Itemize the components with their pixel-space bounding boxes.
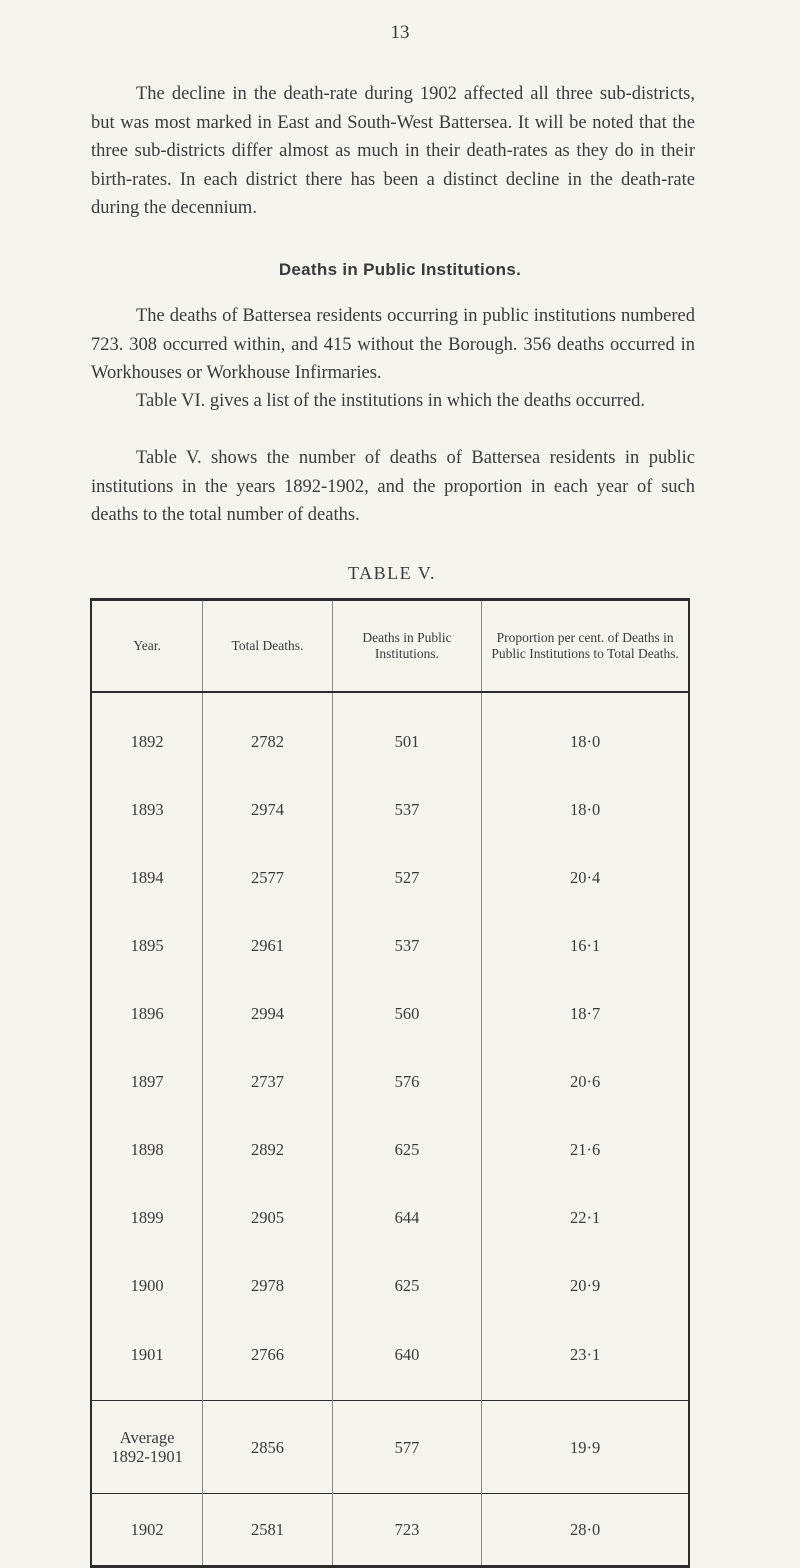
cell-total: 2892 [203, 1116, 333, 1184]
cell-year: 1899 [130, 1207, 164, 1227]
cell-proportion: 21·6 [482, 1116, 689, 1184]
cell-public: 625 [332, 1116, 482, 1184]
cell-public: 537 [332, 912, 482, 980]
section-heading: Deaths in Public Institutions. [278, 260, 522, 279]
cell-proportion: 20·6 [482, 1048, 689, 1116]
table-row [91, 1252, 689, 1320]
table-header-row [91, 600, 689, 693]
cell-average-label [91, 1401, 203, 1494]
paragraph-institution-deaths: The deaths of Battersea residents occurring in public institutions numbered 723. 308 occurred within, and 415 without the Borough. 356 deaths occurred in Workhouses or Workhouse Infirmaries. [91, 306, 695, 383]
cell-proportion: 18·0 [482, 776, 689, 844]
cell-year: 1902 [91, 1494, 203, 1567]
deaths-table [90, 598, 690, 1568]
table-row [91, 1116, 689, 1184]
page-number: 13 [390, 22, 410, 43]
cell-total: 2782 [203, 692, 333, 776]
cell-public: 640 [332, 1320, 482, 1401]
header-public-deaths: Deaths in Public Institutions. [332, 600, 482, 693]
cell-proportion: 23·1 [482, 1320, 689, 1401]
cell-proportion: 22·1 [482, 1184, 689, 1252]
header-year: Year. [91, 600, 203, 693]
cell-total: 2766 [203, 1320, 333, 1401]
table-row [91, 1184, 689, 1252]
cell-public: 625 [332, 1252, 482, 1320]
table-row [91, 844, 689, 912]
table-row [91, 1048, 689, 1116]
paragraph-table-vi: Table VI. gives a list of the institutions in which the deaths occurred. [136, 391, 646, 411]
cell-year: 1894 [130, 867, 164, 887]
cell-proportion: 18·0 [482, 692, 689, 776]
cell-year: 1901 [130, 1345, 164, 1365]
cell-year: 1893 [130, 799, 164, 819]
cell-total: 2978 [203, 1252, 333, 1320]
cell-proportion: 18·7 [482, 980, 689, 1048]
cell-year: 1892 [130, 731, 164, 751]
cell-proportion: 20·9 [482, 1252, 689, 1320]
cell-public: 527 [332, 844, 482, 912]
table-title: TABLE V. [348, 563, 436, 583]
table-row [91, 776, 689, 844]
cell-year: 1900 [130, 1275, 164, 1295]
cell-total: 2856 [203, 1401, 333, 1494]
header-proportion: Proportion per cent. of Deaths in Public Institutions to Total Deaths. [482, 600, 689, 693]
paragraph-death-rate-decline: The decline in the death-rate during 1902 affected all three sub-districts, but was most marked in East and South-West Battersea. It will be noted that the three sub-districts differ almost as much in their death-rates as they do in their birth-rates. In each district there has been a distinct decline in the death-rate during the decennium. [91, 84, 695, 218]
table-row [91, 1320, 689, 1401]
cell-total: 2905 [203, 1184, 333, 1252]
table-row [91, 912, 689, 980]
cell-public: 577 [332, 1401, 482, 1494]
cell-proportion: 28·0 [482, 1494, 689, 1567]
cell-total: 2581 [203, 1494, 333, 1567]
cell-year: 1897 [130, 1071, 164, 1091]
table-row-average [91, 1401, 689, 1494]
header-total-deaths: Total Deaths. [203, 600, 333, 693]
cell-proportion: 20·4 [482, 844, 689, 912]
table-row [91, 980, 689, 1048]
cell-public: 501 [332, 692, 482, 776]
paragraph-table-v: Table V. shows the number of deaths of Battersea residents in public institutions in the years 1892-1902, and the proportion in each year of such deaths to the total number of deaths. [91, 448, 695, 525]
average-label-line1: Average [119, 1428, 175, 1448]
cell-total: 2737 [203, 1048, 333, 1116]
cell-public: 644 [332, 1184, 482, 1252]
cell-total: 2994 [203, 980, 333, 1048]
cell-total: 2961 [203, 912, 333, 980]
cell-year: 1896 [130, 1003, 164, 1023]
cell-total: 2577 [203, 844, 333, 912]
cell-year: 1898 [130, 1139, 164, 1159]
cell-public: 537 [332, 776, 482, 844]
table-row [91, 692, 689, 776]
cell-proportion: 16·1 [482, 912, 689, 980]
cell-year: 1895 [130, 935, 164, 955]
cell-proportion: 19·9 [482, 1401, 689, 1494]
table-row-1902 [91, 1494, 689, 1567]
cell-public: 723 [332, 1494, 482, 1567]
cell-total: 2974 [203, 776, 333, 844]
average-label-line2: 1892-1901 [111, 1447, 183, 1467]
cell-public: 560 [332, 980, 482, 1048]
cell-public: 576 [332, 1048, 482, 1116]
